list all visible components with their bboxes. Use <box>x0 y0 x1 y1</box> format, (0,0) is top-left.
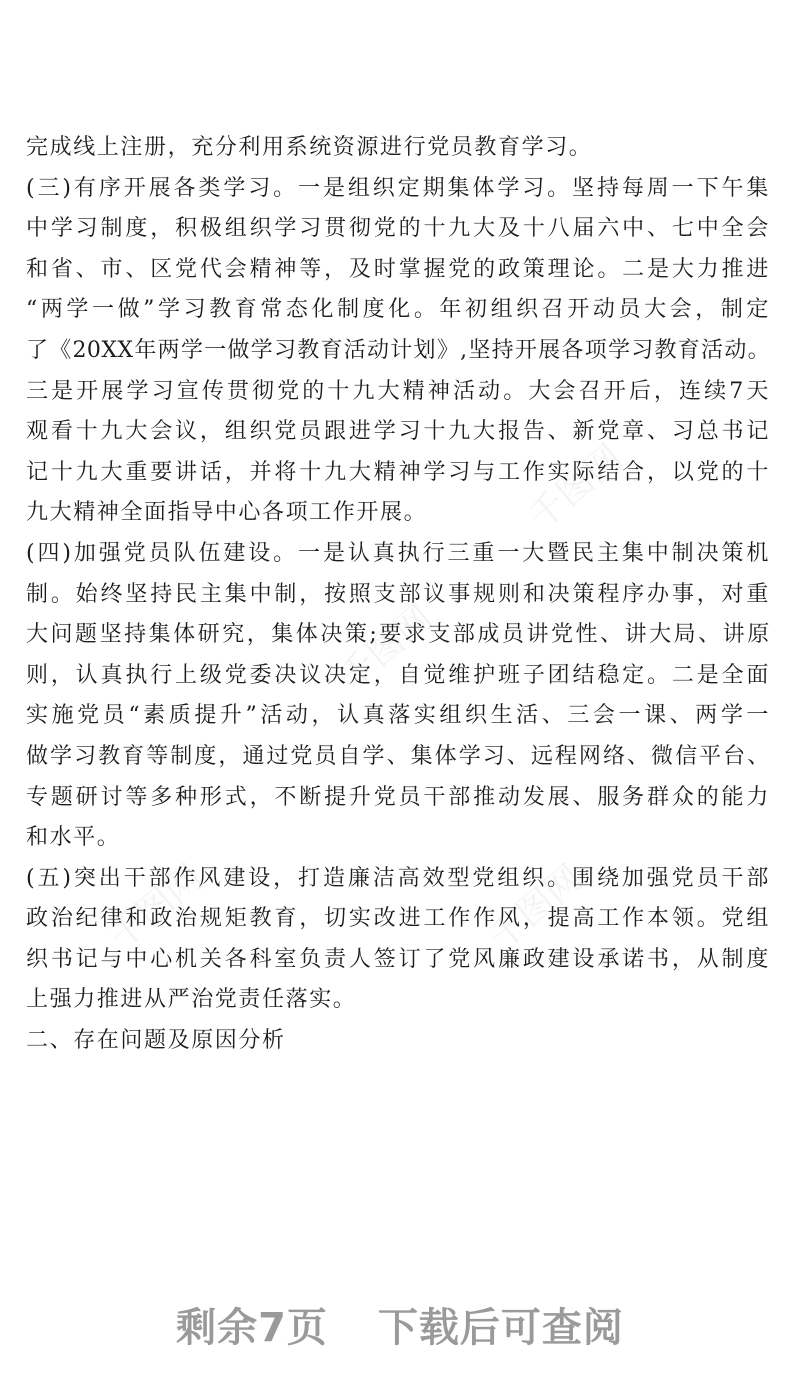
text-line: “两学一做”学习教育常态化制度化。年初组织召开动员大会，制定 <box>26 297 770 323</box>
text-line: 了《20XX年两学一做学习教育活动计划》,坚持开展各项学习教育活动。 <box>26 337 770 363</box>
text-line: 观看十九大会议，组织党员跟进学习十九大报告、新党章、习总书记 <box>26 419 770 445</box>
text-line: 专题研讨等多种形式，不断提升党员干部推动发展、服务群众的能力 <box>26 784 770 810</box>
text-line: 实施党员“素质提升”活动，认真落实组织生活、三会一课、两学一 <box>26 703 770 729</box>
download-label: 下载后可查阅 <box>377 1305 624 1351</box>
text-line: 织书记与中心机关各科室负责人签订了党风廉政建设承诺书，从制度 <box>26 946 770 972</box>
text-line: 三是开展学习宣传贯彻党的十九大精神活动。大会召开后，连续7天 <box>26 378 770 404</box>
text-line: 和水平。 <box>26 825 121 851</box>
text-line: 九大精神全面指导中心各项工作开展。 <box>26 500 428 526</box>
watermark: 千图网 <box>521 437 631 539</box>
text-line: 中学习制度，积极组织学习贯彻党的十九大及十八届六中、七中全会 <box>26 216 770 242</box>
text-line: (三)有序开展各类学习。一是组织定期集体学习。坚持每周一下午集 <box>26 175 770 201</box>
section-heading: 二、存在问题及原因分析 <box>26 1028 286 1054</box>
text-line: 上强力推进从严治党责任落实。 <box>26 987 357 1013</box>
text-line: 政治纪律和政治规矩教育，切实改进工作作风，提高工作本领。党组 <box>26 906 770 932</box>
text-line: 则，认真执行上级党委决议决定，自觉维护班子团结稳定。二是全面 <box>26 662 770 688</box>
text-line: 大问题坚持集体研究，集体决策;要求支部成员讲党性、讲大局、讲原 <box>26 622 770 648</box>
watermark: 千图网 <box>481 857 591 959</box>
document-body <box>26 128 786 1062</box>
text-line: (四)加强党员队伍建设。一是认真执行三重一大暨民主集中制决策机 <box>26 540 770 566</box>
text-line: 制。始终坚持民主集中制，按照支部议事规则和决策程序办事，对重 <box>26 581 770 607</box>
watermark: 千图网 <box>331 597 441 699</box>
download-prompt[interactable] <box>0 1296 800 1353</box>
remaining-pages-label: 剩余7页 <box>176 1305 328 1351</box>
text-line: 记十九大重要讲话，并将十九大精神学习与工作实际结合，以党的十 <box>26 459 770 485</box>
watermark: 千图网 <box>101 857 211 959</box>
text-line: 做学习教育等制度，通过党员自学、集体学习、远程网络、微信平台、 <box>26 743 770 769</box>
text-line: (五)突出干部作风建设，打造廉洁高效型党组织。围绕加强党员干部 <box>26 865 770 891</box>
text-line: 完成线上注册，充分利用系统资源进行党员教育学习。 <box>26 135 593 160</box>
text-line: 和省、市、区党代会精神等，及时掌握党的政策理论。二是大力推进 <box>26 256 770 282</box>
